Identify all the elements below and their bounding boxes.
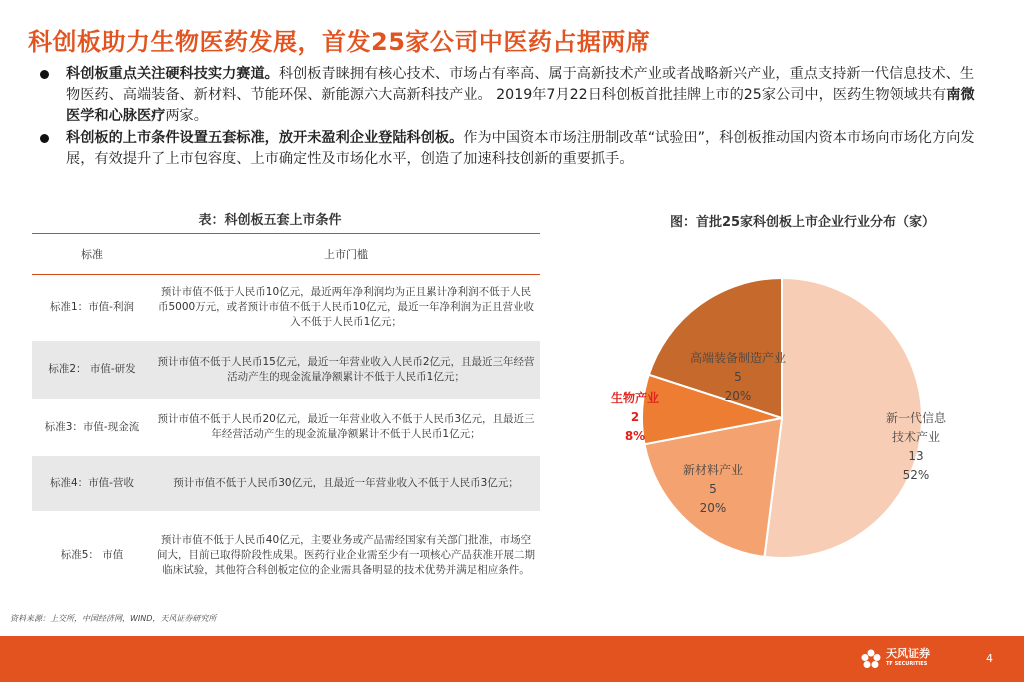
pie-slice-label: 生物产业	[610, 391, 660, 405]
pie-slice-label: 高端装备制造产业	[689, 351, 787, 365]
table-cell-standard: 标准5： 市值	[60, 549, 124, 561]
pie-slice-label: 13	[908, 449, 924, 463]
table-cell-threshold: 预计市值不低于人民币15亿元，最近一年营业收入人民币2亿元，且最近三年经营活动产生的现金流量净额累计不低于人民币1亿元；	[152, 341, 540, 399]
logo-name: 天风证券	[886, 647, 930, 660]
chart-title: 图：首批25家科创板上市企业行业分布（家）	[669, 215, 936, 230]
table-cell-standard: 标准1：市值-利润	[50, 301, 134, 314]
bullet-heading: 科创板重点关注硬科技实力赛道。	[66, 66, 279, 82]
bullet-emphasis: 南微医学和心脉医疗	[66, 87, 975, 124]
pie-slice-label: 5	[734, 370, 742, 384]
table-cell-standard: 标准3：市值-现金流	[44, 420, 140, 433]
table-cell-threshold: 预计市值不低于人民币40亿元，主要业务或产品需经国家有关部门批准，市场空间大，目前已取得阶段性成果。医药行业企业需至少有一项核心产品获准开展二期临床试验，其他符合科创板定位的企业需具备明显的技术优势并满足相应条件。	[157, 534, 535, 576]
pie-slice-label: 新一代信息	[885, 411, 947, 425]
table-cell-standard: 标准4：市值-营收	[32, 456, 152, 511]
company-logo	[860, 648, 930, 670]
bullet-text: 科创板青睐拥有核心技术、市场占有率高、属于高新技术产业或者战略新兴产业，重点支持新一代信息技术、生物医药、高端装备、新材料、节能环保、新能源六大高新科技产业。 2019年7月22日科创板首批挂牌上市的25家公司中，医药生物领域共有	[66, 66, 975, 103]
table-title: 表：科创板五套上市条件	[198, 213, 342, 228]
bullet-heading: 科创板的上市条件设置五套标准，放开未盈利企业登陆科创板。	[66, 130, 464, 146]
page-title: 科创板助力生物医药发展，首发25家公司中医药占据两席	[28, 28, 651, 56]
table-cell-threshold: 预计市值不低于人民币30亿元，且最近一年营业收入不低于人民币3亿元；	[152, 456, 540, 511]
table-cell-standard: 标准2： 市值-研发	[32, 341, 152, 399]
source-note: 资料来源：上交所，中国经济网，WIND，天风证券研究所	[10, 614, 217, 623]
pie-slice-label: 2	[630, 410, 640, 424]
table-cell-threshold: 预计市值不低于人民币10亿元，最近两年净利润均为正且累计净利润不低于人民币5000万元，或者预计市值不低于人民币10亿元，最近一年净利润为正且营业收入不低于人民币1亿元；	[157, 286, 535, 329]
pie-slice-label: 新材料产业	[682, 463, 744, 477]
bullet-text-end: 两家。	[165, 108, 208, 124]
pie-slice-label: 8%	[624, 429, 646, 443]
pie-slice-label: 5	[709, 482, 717, 496]
pie-slice-label: 52%	[902, 468, 930, 482]
bullet-text: 作为中国资本市场注册制改革“试验田”，科创板推动国内资本市场向市场化方向发展，有效提升了上市包容度、上市确定性及市场化水平，创造了加速科技创新的重要抓手。	[66, 130, 975, 167]
tf-flower-logo-icon	[860, 648, 882, 670]
pie-slice-label: 20%	[699, 501, 727, 515]
logo-subtitle: TF SECURITIES	[886, 661, 928, 667]
table-header-threshold: 上市门槛	[152, 234, 540, 275]
table-cell-threshold: 预计市值不低于人民币20亿元，最近一年营业收入不低于人民币3亿元，且最近三年经营活动产生的现金流量净额累计不低于人民币1亿元；	[157, 413, 535, 440]
table-header-standard: 标准	[32, 234, 152, 275]
pie-slice-label: 20%	[724, 389, 752, 403]
pie-slice-label: 技术产业	[891, 430, 941, 444]
page-number: 4	[986, 652, 993, 665]
